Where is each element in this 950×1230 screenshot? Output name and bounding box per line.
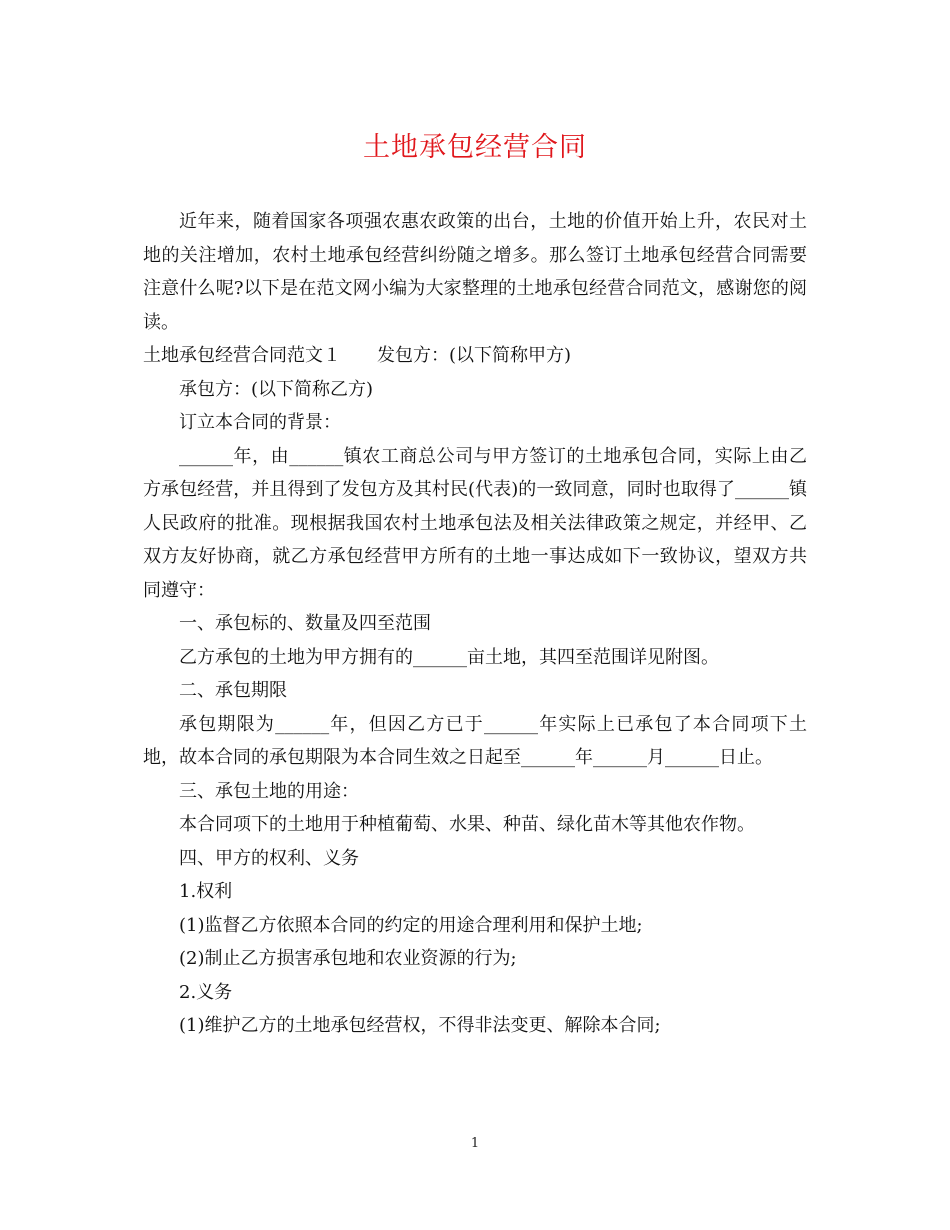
document-title: 土地承包经营合同 — [363, 132, 587, 163]
section-2-paragraph: 承包期限为______年，但因乙方已于______年实际上已承包了本合同项下土地，故本合同的承包期限为本合同生效之日起至______年______月______日止。 — [143, 713, 807, 768]
obligations-heading: 2.义务 — [179, 981, 233, 1003]
document-body — [143, 205, 807, 1043]
obligations-item-1: (1)维护乙方的土地承包经营权，不得非法变更、解除本合同; — [179, 1015, 661, 1036]
sample-heading: 土地承包经营合同范文１ — [143, 345, 341, 366]
section-heading-3: 三、承包土地的用途： — [179, 780, 359, 802]
section-heading-2: 二、承包期限 — [179, 680, 287, 701]
section-3-paragraph: 本合同项下的土地用于种植葡萄、水果、种苗、绿化苗木等其他农作物。 — [179, 814, 755, 835]
page-number: 1 — [470, 1136, 480, 1151]
rights-item-1: (1)监督乙方依照本合同的约定的用途合理利用和保护土地; — [179, 914, 643, 936]
section-1-paragraph: 乙方承包的土地为甲方拥有的______亩土地，其四至范围详见附图。 — [179, 646, 719, 668]
section-heading-1: 一、承包标的、数量及四至范围 — [179, 613, 431, 634]
rights-heading: 1.权利 — [179, 881, 233, 902]
party-a-label: 发包方：(以下简称甲方) — [377, 345, 572, 366]
intro-paragraph: 近年来，随着国家各项强农惠农政策的出台，土地的价值开始上升，农民对土地的关注增加，农村土地承包经营纠纷随之增多。那么签订土地承包经营合同需要注意什么呢?以下是在范文网小编为大家整理的土地承包经营合同范文，感谢您的阅读。 — [143, 211, 807, 333]
background-heading: 订立本合同的背景： — [179, 412, 341, 433]
sample-heading-line — [143, 339, 807, 373]
section-heading-4: 四、甲方的权利、义务 — [179, 847, 359, 869]
rights-item-2: (2)制止乙方损害承包地和农业资源的行为; — [179, 948, 517, 969]
background-paragraph: ______年，由______镇农工商总公司与甲方签订的土地承包合同，实际上由乙方承包经营，并且得到了发包方及其村民(代表)的一致同意，同时也取得了______镇人民政府的批准。现根据我国农村土地承包法及相关法律政策之规定，并经甲、乙双方友好协商，就乙方承包经营甲方所有的土地一事达成如下一致协议，望双方共同遵守： — [143, 445, 807, 601]
party-b-label: 承包方：(以下简称乙方) — [179, 378, 374, 400]
